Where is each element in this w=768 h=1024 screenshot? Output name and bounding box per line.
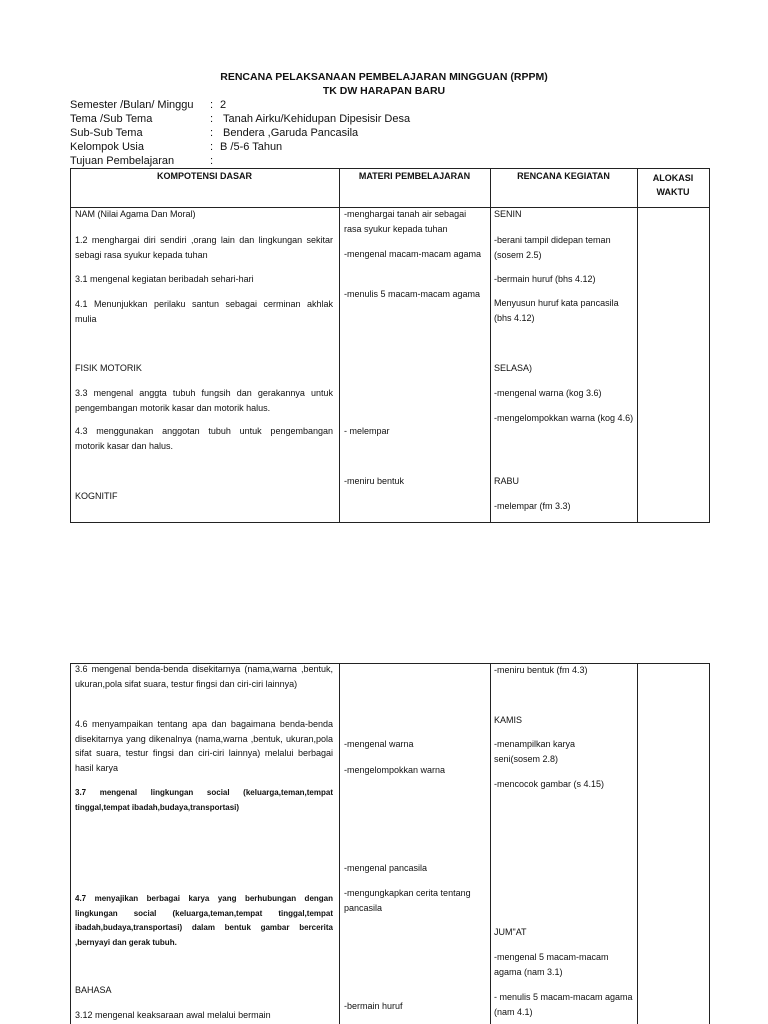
kd-item: 3.3 mengenal anggta tubuh fungsih dan gerakannya untuk pengembangan motorik kasar dan motorik halus. [75, 388, 333, 413]
materi-item: -mengenal pancasila [344, 863, 428, 873]
day-label-senin: SENIN [494, 209, 522, 219]
meta-label: Tema /Sub Tema [70, 113, 153, 125]
kegiatan-item: -berani tampil didepan teman (sosem 2.5) [494, 235, 611, 260]
school-name: TK DW HARAPAN BARU [322, 85, 446, 97]
meta-row-tujuan [0, 155, 768, 169]
document-title: RENCANA PELAKSANAAN PEMBELAJARAN MINGGUAN (RPPM) [220, 71, 548, 83]
kd-heading: FISIK MOTORIK [75, 363, 142, 373]
kd-item: 3.6 mengenal benda-benda disekitarnya (nama,warna ,bentuk, ukuran,pola sifat suara, testur fingsi dan ciri-ciri lainnya) [75, 664, 333, 689]
meta-row-tema [0, 113, 768, 127]
kd-heading: NAM (Nilai Agama Dan Moral) [75, 209, 196, 219]
column-header-kegiatan: RENCANA KEGIATAN [517, 171, 610, 181]
day-label-rabu: RABU [494, 476, 520, 486]
kegiatan-item: -mengenal 5 macam-macam agama (nam 3.1) [494, 952, 609, 977]
column-header-materi: MATERI PEMBELAJARAN [358, 171, 471, 181]
meta-row-subsubtema [0, 127, 768, 141]
meta-label: Kelompok Usia [70, 141, 144, 153]
column-header-alokasi [637, 171, 709, 199]
materi-item: -mengenal warna [344, 739, 414, 749]
kegiatan-item: -meniru bentuk (fm 4.3) [494, 665, 588, 675]
kegiatan-item: -mengenal warna (kog 3.6) [494, 388, 602, 398]
materi-item: -mengungkapkan cerita tentang pancasila [344, 888, 471, 913]
meta-value: B /5-6 Tahun [220, 141, 283, 153]
day-label-selasa: SELASA) [494, 363, 533, 373]
meta-row-kelompok [0, 141, 768, 155]
kegiatan-item: -menampilkan karya seni(sosem 2.8) [494, 739, 576, 764]
meta-colon: : [210, 141, 214, 153]
kegiatan-item: -mencocok gambar (s 4.15) [494, 779, 605, 789]
meta-row-semester [0, 99, 768, 113]
meta-value: Tanah Airku/Kehidupan Dipesisir Desa [223, 113, 411, 125]
kd-item: 3.7 mengenal lingkungan social (keluarga,teman,tempat tinggal,tempat ibadah,budaya,transportasi) [75, 788, 333, 812]
alokasi-label: ALOKASI [652, 173, 694, 183]
kd-item: 4.6 menyampaikan tentang apa dan bagaimana benda-benda disekitarnya yang dikenalnya (nama,warna ,bentuk, ukuran,pola sifat suara, testur fingsi dan ciri-ciri lainnya) melalui berbagai hasil karya [75, 719, 333, 773]
kd-item: 4.1 Menunjukkan perilaku santun sebagai cerminan akhlak mulia [75, 299, 333, 324]
kd-heading: KOGNITIF [75, 491, 118, 501]
kegiatan-item: -mengelompokkan warna (kog 4.6) [494, 413, 634, 423]
kd-item: 3.1 mengenal kegiatan beribadah sehari-hari [75, 274, 254, 284]
materi-item: -menghargai tanah air sebagai rasa syukur kepada tuhan [344, 209, 467, 234]
kd-item: 4.7 menyajikan berbagai karya yang berhubungan dengan lingkungan social (keluarga,teman,tempat tinggal,tempat ibadah,budaya,transportasi) dalam bentuk gambar bercerita ,bernyayi dan gerak tubuh. [75, 894, 333, 947]
column-header-kompetensi: KOMPOTENSI DASAR [156, 171, 252, 181]
materi-item: -bermain huruf [344, 1001, 403, 1011]
kd-item: 3.12 mengenal keaksaraan awal melalui bermain [75, 1010, 271, 1020]
meta-label: Tujuan Pembelajaran [70, 155, 175, 167]
kd-heading: BAHASA [75, 985, 112, 995]
meta-colon: : [210, 99, 214, 111]
meta-value: 2 [220, 99, 227, 111]
kegiatan-item: -melempar (fm 3.3) [494, 501, 571, 511]
kegiatan-item: - menulis 5 macam-macam agama (nam 4.1) [494, 992, 633, 1017]
meta-label: Sub-Sub Tema [70, 127, 143, 139]
day-label-jumat: JUM"AT [494, 927, 527, 937]
kd-item: 1.2 menghargai diri sendiri ,orang lain dan lingkungan sekitar sebagi rasa syukur kepada tuhan [75, 235, 333, 260]
materi-item: -mengenal macam-macam agama [344, 249, 482, 259]
waktu-label: WAKTU [656, 187, 690, 197]
materi-item: -mengelompokkan warna [344, 765, 446, 775]
kegiatan-item: Menyusun huruf kata pancasila (bhs 4.12) [494, 298, 619, 323]
materi-item: -menulis 5 macam-macam agama [344, 289, 481, 299]
day-label-kamis: KAMIS [494, 715, 523, 725]
meta-colon: : [210, 113, 214, 125]
meta-value: Bendera ,Garuda Pancasila [223, 127, 359, 139]
kd-item: 4.3 menggunakan anggotan tubuh untuk pengembangan motorik kasar dan halus. [75, 426, 333, 451]
kegiatan-item: -bermain huruf (bhs 4.12) [494, 274, 596, 284]
meta-colon: : [210, 127, 214, 139]
meta-colon: : [210, 155, 214, 167]
materi-item: - melempar [344, 426, 390, 436]
meta-label: Semester /Bulan/ Minggu [70, 99, 194, 111]
materi-item: -meniru bentuk [344, 476, 405, 486]
